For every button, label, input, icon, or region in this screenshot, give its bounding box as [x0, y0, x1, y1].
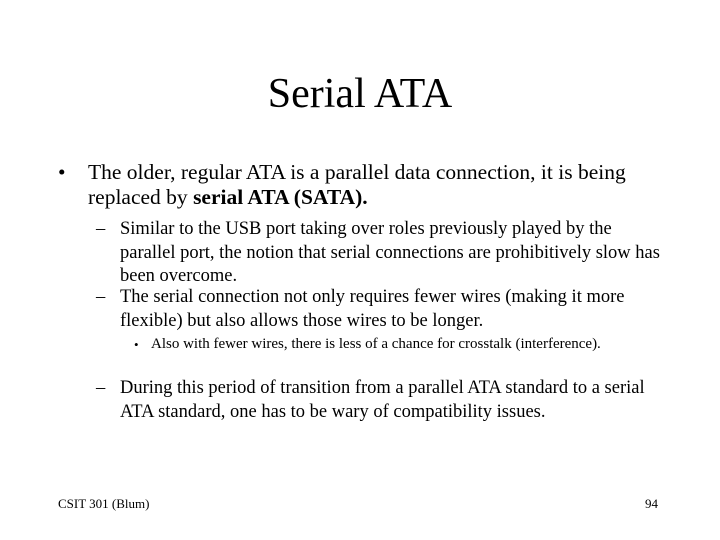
bullet-level3-crosstalk	[134, 335, 621, 354]
bullet-text: Also with fewer wires, there is less of a chance for crosstalk (interference).	[151, 336, 601, 352]
dash-marker: –	[96, 378, 106, 398]
bullet-text: During this period of transition from a parallel ATA standard to a serial ATA standard, one has to be wary of compatibility issues.	[120, 378, 645, 422]
bullet-level2-usb-analogy	[96, 218, 660, 289]
bullet-text: The older, regular ATA is a parallel data connection, it is being replaced by	[88, 160, 626, 209]
bullet-text-bold: serial ATA (SATA).	[193, 185, 368, 209]
dash-marker: –	[96, 219, 106, 239]
bullet-level1-sata-replacement	[58, 160, 698, 210]
footer-course: CSIT 301 (Blum)	[58, 496, 150, 511]
bullet-text: Similar to the USB port taking over roles previously played by the parallel port, the notion that serial connections are prohibitively slow has been overcome.	[120, 219, 660, 286]
bullet-level2-compatibility	[96, 377, 660, 424]
bullet-level2-fewer-wires	[96, 286, 660, 333]
bullet-text: The serial connection not only requires fewer wires (making it more flexible) but also allows those wires to be longer.	[120, 287, 625, 331]
slide-title: Serial ATA	[267, 71, 453, 117]
bullet-marker: •	[58, 160, 66, 184]
footer-page-number: 94	[645, 496, 658, 511]
dash-marker: –	[96, 287, 106, 307]
bullet-marker: •	[134, 337, 139, 352]
